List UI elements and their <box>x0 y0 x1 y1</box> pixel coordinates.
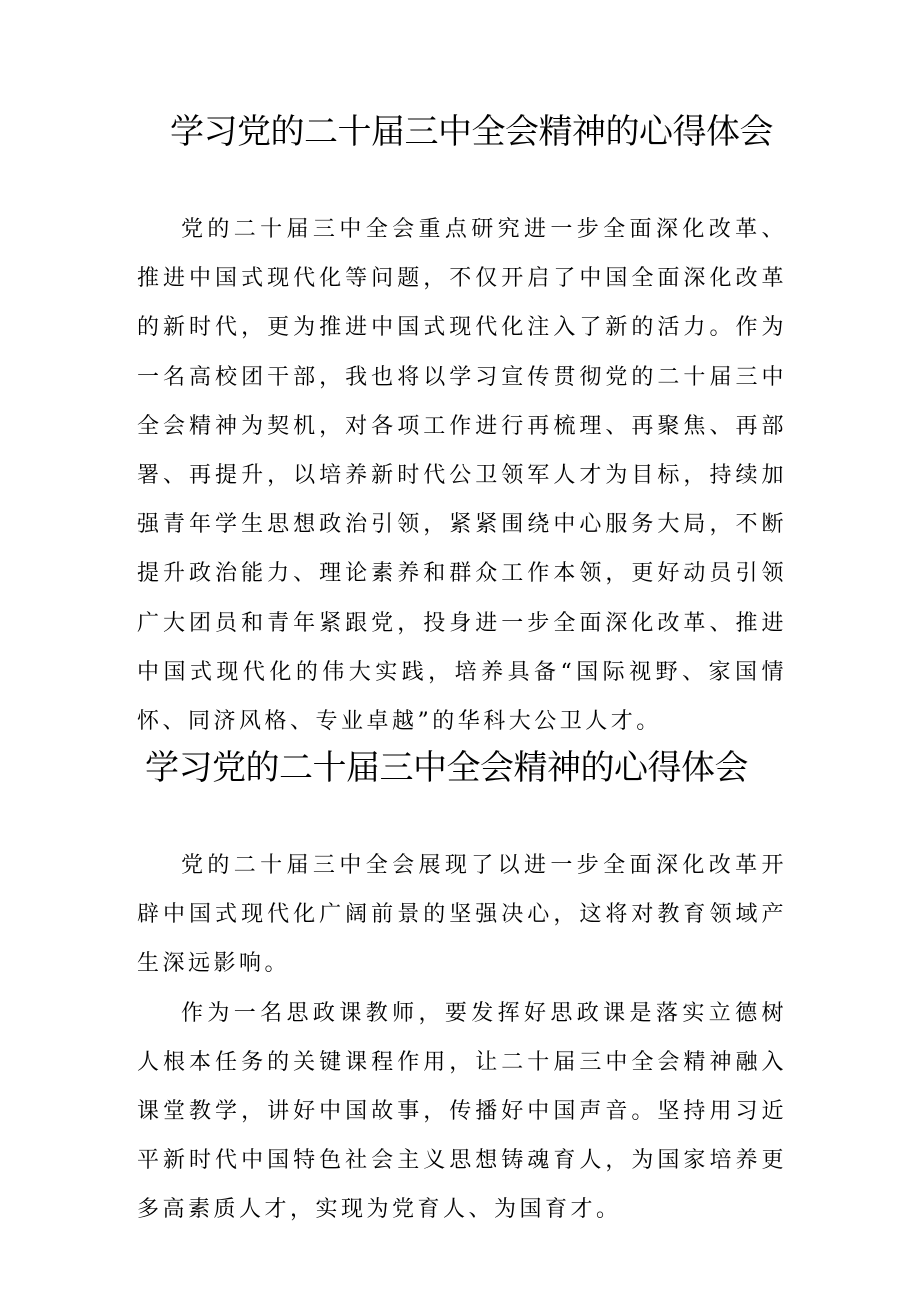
article-section-2 <box>0 744 920 1235</box>
paragraph: 党的二十届三中全会展现了以进一步全面深化改革开辟中国式现代化广阔前景的坚强决心，这将对教育领域产生深远影响。 <box>137 853 787 977</box>
article-body <box>137 841 787 1235</box>
paragraph: 作为一名思政课教师，要发挥好思政课是落实立德树人根本任务的关键课程作用，让二十届三中全会精神融入课堂教学，讲好中国故事，传播好中国声音。坚持用习近平新时代中国特色社会主义思想铸魂育人，为国家培养更多高素质人才，实现为党育人、为国育才。 <box>137 1000 787 1223</box>
paragraph: 党的二十届三中全会重点研究进一步全面深化改革、推进中国式现代化等问题，不仅开启了中国全面深化改革的新时代，更为推进中国式现代化注入了新的活力。作为一名高校团干部，我也将以学习宣传贯彻党的二十届三中全会精神为契机，对各项工作进行再梳理、再聚焦、再部署、再提升，以培养新时代公卫领军人才为目标，持续加强青年学生思想政治引领，紧紧围绕中心服务大局，不断提升政治能力、理论素养和群众工作本领，更好动员引领广大团员和青年紧跟党，投身进一步全面深化改革、推进中国式现代化的伟大实践，培养具备“国际视野、家国情怀、同济风格、专业卓越”的华科大公卫人才。 <box>137 217 787 735</box>
article-body <box>137 205 787 746</box>
article-section-1 <box>0 108 920 746</box>
article-title: 学习党的二十届三中全会精神的心得体会 <box>170 112 773 152</box>
article-title: 学习党的二十届三中全会精神的心得体会 <box>145 748 748 788</box>
